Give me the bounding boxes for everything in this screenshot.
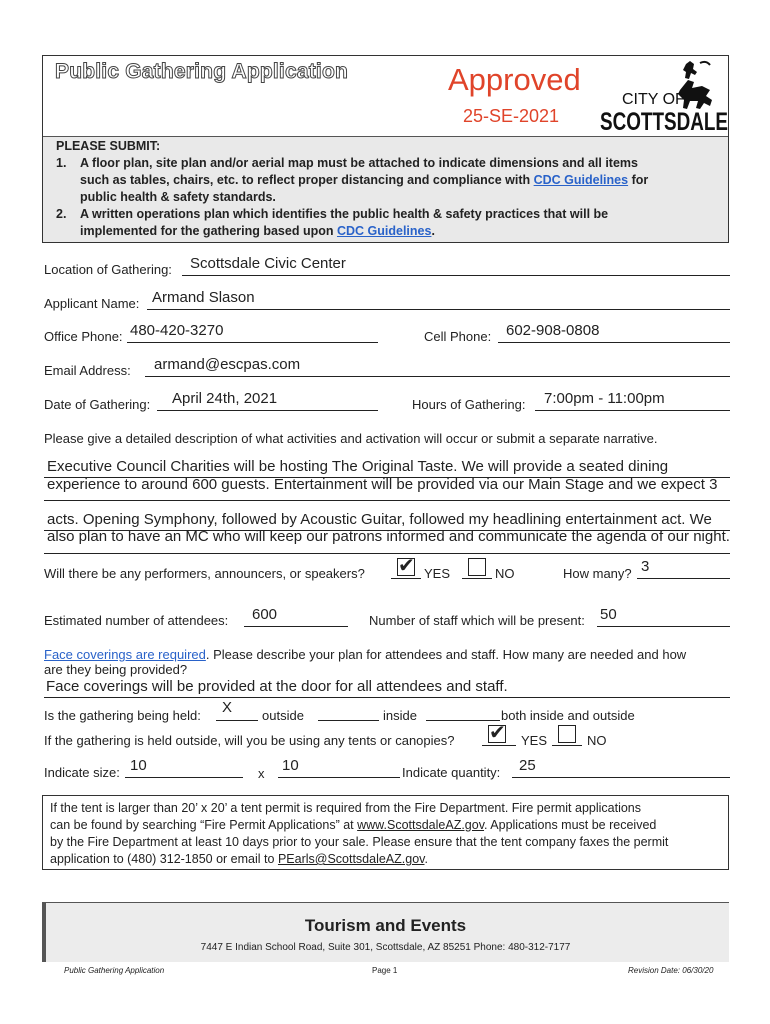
fire-notice-line3: by the Fire Department at least 10 days prior to your sale. Please ensure that the tent company faxes the permit bbox=[50, 835, 669, 849]
tents-yes-checkbox[interactable]: ✔ bbox=[489, 722, 506, 744]
tents-no-checkbox[interactable] bbox=[558, 725, 576, 743]
outside-label: outside bbox=[262, 708, 304, 723]
tents-label: If the gathering is held outside, will you be using any tents or canopies? bbox=[44, 733, 455, 748]
item2-line1: A written operations plan which identifies the public health & safety practices that will be bbox=[80, 207, 609, 221]
how-many-underline bbox=[637, 578, 730, 579]
size-height-field[interactable]: 10 bbox=[282, 757, 299, 774]
form-title: Public Gathering Application bbox=[55, 60, 349, 83]
item1-line2: such as tables, chairs, etc. to reflect proper distancing and compliance with CDC Guidelines for bbox=[80, 173, 649, 187]
both-label: both inside and outside bbox=[501, 708, 635, 723]
held-outside-mark[interactable]: X bbox=[222, 699, 233, 716]
hours-label: Hours of Gathering: bbox=[412, 397, 526, 412]
svg-text:SCOTTSDALE: SCOTTSDALE bbox=[600, 108, 728, 136]
performers-no-checkbox[interactable] bbox=[468, 558, 486, 576]
size-height-underline bbox=[278, 777, 400, 778]
office-phone-field[interactable]: 480-420-3270 bbox=[130, 322, 224, 339]
face-coverings-link[interactable]: Face coverings are required bbox=[44, 647, 206, 662]
face-coverings-text-2: are they being provided? bbox=[44, 662, 188, 677]
cdc-guidelines-link[interactable]: CDC Guidelines bbox=[533, 173, 629, 187]
tents-no-underline bbox=[552, 745, 582, 746]
fire-notice-line2: can be found by searching “Fire Permit Applications” at www.ScottsdaleAZ.gov. Applications must be received bbox=[50, 818, 657, 832]
cdc-guidelines-link[interactable]: CDC Guidelines bbox=[336, 224, 432, 238]
cell-phone-label: Cell Phone: bbox=[424, 329, 492, 344]
office-phone-underline bbox=[127, 342, 378, 343]
quantity-field[interactable]: 25 bbox=[519, 757, 536, 774]
description-underline-4 bbox=[44, 553, 730, 554]
applicant-field[interactable]: Armand Slason bbox=[152, 289, 255, 306]
approved-stamp: Approved bbox=[448, 62, 581, 97]
performers-label: Will there be any performers, announcers, or speakers? bbox=[44, 566, 365, 581]
bronco-rider-icon bbox=[600, 60, 730, 135]
staff-field[interactable]: 50 bbox=[600, 606, 617, 623]
city-logo bbox=[600, 60, 730, 135]
submit-heading: PLEASE SUBMIT: bbox=[56, 139, 161, 153]
item2-line2: implemented for the gathering based upon CDC Guidelines. bbox=[80, 224, 435, 238]
how-many-label: How many? bbox=[563, 566, 632, 581]
performers-yes-checkbox[interactable]: ✔ bbox=[398, 555, 415, 577]
held-outside-underline bbox=[216, 720, 258, 721]
office-phone-label: Office Phone: bbox=[44, 329, 123, 344]
performers-no-underline bbox=[462, 578, 492, 579]
held-both-underline bbox=[426, 720, 500, 721]
fire-notice-line1: If the tent is larger than 20’ x 20’ a tent permit is required from the Fire Department. Fire permit applications bbox=[50, 801, 642, 815]
footer-address: 7447 E Indian School Road, Suite 301, Scottsdale, AZ 85251 Phone: 480-312-7177 bbox=[200, 942, 571, 953]
face-coverings-answer[interactable]: Face coverings will be provided at the door for all attendees and staff. bbox=[46, 678, 508, 695]
item1-number: 1. bbox=[56, 156, 67, 170]
description-line2[interactable]: experience to around 600 guests. Entertainment will be provided via our Main Stage and we expect 3 bbox=[47, 476, 718, 493]
location-underline bbox=[182, 275, 730, 276]
fire-notice-line4: application to (480) 312-1850 or email to PEarls@ScottsdaleAZ.gov. bbox=[50, 852, 428, 866]
tents-no-label: NO bbox=[587, 733, 607, 748]
hours-underline bbox=[535, 410, 730, 411]
held-inside-underline bbox=[318, 720, 379, 721]
fire-email-link[interactable]: PEarls@ScottsdaleAZ.gov bbox=[277, 852, 425, 866]
email-field[interactable]: armand@escpas.com bbox=[154, 356, 301, 373]
item1-line1: A floor plan, site plan and/or aerial map must be attached to indicate dimensions and all items bbox=[80, 156, 638, 170]
attendees-label: Estimated number of attendees: bbox=[44, 613, 229, 628]
performers-no-label: NO bbox=[495, 566, 515, 581]
size-width-field[interactable]: 10 bbox=[130, 757, 147, 774]
staff-underline bbox=[597, 626, 730, 627]
date-field[interactable]: April 24th, 2021 bbox=[172, 390, 278, 407]
cell-phone-field[interactable]: 602-908-0808 bbox=[506, 322, 600, 339]
footer-form-name: Public Gathering Application bbox=[64, 966, 165, 975]
tents-yes-label: YES bbox=[521, 733, 548, 748]
description-prompt: Please give a detailed description of what activities and activation will occur or submit a separate narrative. bbox=[44, 431, 658, 446]
size-label: Indicate size: bbox=[44, 765, 120, 780]
svg-text:CITY OF: CITY OF bbox=[622, 91, 685, 108]
description-underline-2 bbox=[44, 500, 730, 501]
tents-yes-underline bbox=[482, 745, 516, 746]
description-line4[interactable]: also plan to have an MC who will keep our patrons informed and communicate the agenda of our night. bbox=[47, 528, 730, 545]
inside-label: inside bbox=[383, 708, 417, 723]
face-coverings-underline bbox=[44, 697, 730, 698]
size-width-underline bbox=[125, 777, 243, 778]
applicant-underline bbox=[147, 309, 730, 310]
footer-revision-date: Revision Date: 06/30/20 bbox=[628, 966, 714, 975]
performers-yes-label: YES bbox=[424, 566, 451, 581]
approved-date: 25-SE-2021 bbox=[463, 106, 560, 126]
footer-page-number: Page 1 bbox=[372, 966, 398, 975]
description-line3[interactable]: acts. Opening Symphony, followed by Acoustic Guitar, followed my headlining entertainment act. We bbox=[47, 511, 712, 528]
location-field[interactable]: Scottsdale Civic Center bbox=[190, 255, 346, 272]
cell-phone-underline bbox=[498, 342, 730, 343]
footer-org-name: Tourism and Events bbox=[304, 916, 467, 935]
description-line1[interactable]: Executive Council Charities will be hosting The Original Taste. We will provide a seated dining bbox=[47, 458, 669, 475]
attendees-underline bbox=[244, 626, 348, 627]
held-label: Is the gathering being held: bbox=[44, 708, 201, 723]
location-label: Location of Gathering: bbox=[44, 262, 172, 277]
item2-number: 2. bbox=[56, 207, 67, 221]
quantity-underline bbox=[512, 777, 730, 778]
scottsdale-website-link[interactable]: www.ScottsdaleAZ.gov bbox=[357, 818, 485, 832]
quantity-label: Indicate quantity: bbox=[402, 765, 501, 780]
how-many-field[interactable]: 3 bbox=[641, 558, 650, 575]
hours-field[interactable]: 7:00pm - 11:00pm bbox=[544, 390, 665, 407]
size-x-label: x bbox=[258, 766, 265, 781]
email-underline bbox=[145, 376, 730, 377]
applicant-label: Applicant Name: bbox=[44, 296, 140, 311]
performers-yes-underline bbox=[391, 578, 421, 579]
staff-label: Number of staff which will be present: bbox=[369, 613, 585, 628]
attendees-field[interactable]: 600 bbox=[252, 606, 278, 623]
date-underline bbox=[157, 410, 378, 411]
item1-line3: public health & safety standards. bbox=[80, 190, 276, 204]
date-label: Date of Gathering: bbox=[44, 397, 151, 412]
email-label: Email Address: bbox=[44, 363, 131, 378]
face-coverings-text: Face coverings are required. Please describe your plan for attendees and staff. How many are needed and how bbox=[44, 647, 687, 662]
